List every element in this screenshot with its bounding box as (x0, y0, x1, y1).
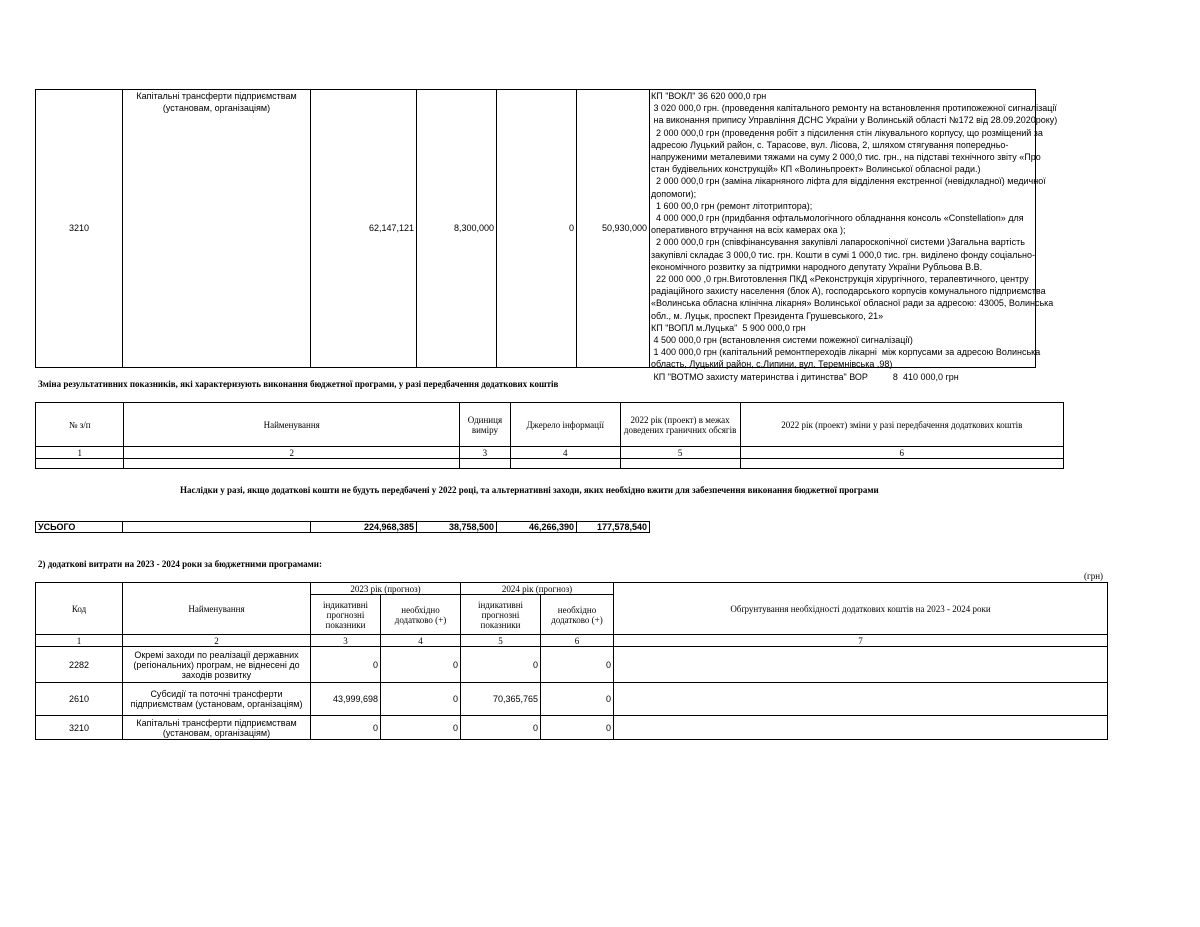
col-number: 1 (36, 635, 123, 647)
row-2023-indicative: 43,999,698 (311, 683, 381, 716)
col-number: 1 (36, 447, 124, 459)
col-header-2022-changes: 2022 рік (проект) зміни у разі передбачення додаткових коштів (740, 403, 1063, 447)
results-section-heading: Зміна результативних показників, які характеризують виконання бюджетної програми, у разі передбачення додаткових коштів (38, 379, 559, 389)
col-header-2022-limits: 2022 рік (проект) в межах доведених граничних обсягів (620, 403, 740, 447)
total-row (36, 522, 650, 533)
row-name: Окремі заходи по реалізації державних (регіональних) програм, не віднесені до заходів розвитку (123, 647, 311, 683)
col-number: 3 (311, 635, 381, 647)
column-numbers-row (36, 447, 1064, 459)
value-col6: 50,930,000 (577, 90, 650, 368)
row-2023-indicative: 0 (311, 716, 381, 740)
col-header-2023: 2023 рік (прогноз) (311, 583, 461, 595)
justification-line: область, Луцький район, с.Липини, вул. Теремнівська ,98) (651, 359, 893, 370)
row-2023-indicative: 0 (311, 647, 381, 683)
col-header-code: Код (36, 583, 123, 635)
justification-line: закупівлі складає 3 000,0 тис. грн. Кошти в сумі 1 000,0 тис. грн. виділено фонду соціально- (651, 249, 1035, 260)
justification-line: оперативного втручання на всіх камерах ока ); (651, 225, 846, 236)
col-header-additional-2023: необхідно додатково (+) (381, 595, 461, 635)
unit-label: (грн) (1084, 571, 1104, 581)
justification-line: напруженими металевими тяжами на суму 2 000,0 тис. грн., на підставі технічного звіту «Про (651, 152, 1041, 163)
row-2024-additional: 0 (541, 716, 614, 740)
total-label: УСЬОГО (36, 522, 123, 533)
justification-line: «Волинська обласна клінічна лікарня» Волинської обласної ради за адресою: 43005, Волинська (651, 298, 1054, 309)
row-code: 2282 (36, 647, 123, 683)
col-header-additional-2024: необхідно додатково (+) (541, 595, 614, 635)
justification-line: допомоги); (651, 188, 697, 199)
justification-line: 2 000 000,0 грн (співфінансування закупівлі лапароскопічної системи )Загальна вартість (651, 237, 1025, 248)
col-header-justification: Обґрунтування необхідності додаткових коштів на 2023 - 2024 роки (614, 583, 1108, 635)
col-number: 6 (541, 635, 614, 647)
row-code: 2610 (36, 683, 123, 716)
table-header-row (36, 583, 1108, 595)
row-justification (614, 683, 1108, 716)
justification-text (651, 90, 1058, 382)
col-header-name: Найменування (124, 403, 460, 447)
col-number: 7 (614, 635, 1108, 647)
col-header-indicative-2023: індикативні прогнозні показники (311, 595, 381, 635)
col-header-2024: 2024 рік (прогноз) (461, 583, 614, 595)
col-number: 6 (740, 447, 1063, 459)
justification-line: 22 000 000 ,0 грн.Виготовлення ПКД «Реконструкція хірургічного, терапевтичного, центру (651, 274, 1029, 285)
row-name: Субсидії та поточні трансферти підприємствам (установам, організаціям) (123, 683, 311, 716)
justification-line: 4 000 000,0 грн (придбання офтальмологічного обладнання консоль «Constellation» для (651, 213, 1024, 224)
row-code: 3210 (36, 716, 123, 740)
total-value: 177,578,540 (577, 522, 650, 533)
justification-line: обл., м. Луцьк, проспект Президента Грушевського, 21» (651, 310, 884, 321)
value-col4: 8,300,000 (417, 90, 497, 368)
col-number: 2 (124, 447, 460, 459)
justification-line: 2 000 000,0 грн (проведення робіт з підсилення стін лікувального корпусу, що розміщений за (651, 127, 1043, 138)
expense-name: Капітальні трансферти підприємствам (установам, організаціям) (123, 90, 311, 368)
row-2024-indicative: 70,365,765 (461, 683, 541, 716)
value-col5: 0 (497, 90, 577, 368)
row-2024-additional: 0 (541, 647, 614, 683)
total-value: 38,758,500 (417, 522, 497, 533)
row-justification (614, 716, 1108, 740)
justification-line: 3 020 000,0 грн. (проведення капітального ремонту на встановлення протипожежної сигналізації (651, 103, 1057, 114)
justification-line: радіаційного захисту населення (блок А), господарського корпусів комунального підприємства (651, 286, 1046, 297)
justification-line: 2 000 000,0 грн (заміна лікарняного ліфта для відділення екстренної (невідкладної) медичної (651, 176, 1046, 187)
col-header-source: Джерело інформації (510, 403, 620, 447)
row-2023-additional: 0 (381, 683, 461, 716)
justification-line: адресою Луцький район, с. Тарасове, вул. Лісова, 2, шляхом стягування попередньо- (651, 139, 1009, 150)
row-justification (614, 647, 1108, 683)
row-name: Капітальні трансферти підприємствам (установам, організаціям) (123, 716, 311, 740)
total-value: 46,266,390 (497, 522, 577, 533)
row-2024-additional: 0 (541, 683, 614, 716)
col-header-name: Найменування (123, 583, 311, 635)
table-row (36, 683, 1108, 716)
consequences-heading: Наслідки у разі, якщо додаткові кошти не будуть передбачені у 2022 році, та альтернативні заходи, яких необхідно вжити для забезпечення виконання бюджетної програми (180, 485, 879, 495)
justification-line: 4 500 000,0 грн (встановлення системи пожежної сигналізації) (651, 335, 913, 346)
justification-line: 1 400 000,0 грн (капітальний ремонтпереходів лікарні між корпусами за адресою Волинська (651, 347, 1041, 358)
justification-line: КП "ВОКЛ" 36 620 000,0 грн (651, 91, 767, 101)
total-value: 224,968,385 (311, 522, 417, 533)
justification-line: на виконання припису Управління ДСНС України у Волинській області №172 від 28.09.2020року) (651, 115, 1058, 126)
col-header-unit: Одиниця виміру (460, 403, 511, 447)
results-indicators-table (35, 402, 1064, 469)
col-number: 3 (460, 447, 511, 459)
section2-heading: 2) додаткові витрати на 2023 - 2024 роки за бюджетними програмами: (38, 559, 322, 569)
additional-expenses-table (35, 582, 1108, 740)
row-2024-indicative: 0 (461, 716, 541, 740)
value-col3: 62,147,121 (311, 90, 417, 368)
row-2023-additional: 0 (381, 716, 461, 740)
table-row (36, 647, 1108, 683)
justification-line: 1 600 00,0 грн (ремонт літотриптора); (651, 200, 813, 211)
justification-line: економічного розвитку за підтримки народного депутату України Рубльова В.В. (651, 261, 983, 272)
col-number: 2 (123, 635, 311, 647)
capital-transfers-table (35, 89, 1058, 382)
total-table (35, 521, 650, 533)
kekv-code: 3210 (36, 90, 123, 368)
col-header-indicative-2024: індикативні прогнозні показники (461, 595, 541, 635)
row-2023-additional: 0 (381, 647, 461, 683)
col-number: 5 (620, 447, 740, 459)
col-number: 5 (461, 635, 541, 647)
row-2024-indicative: 0 (461, 647, 541, 683)
justification-line: КП "ВОПЛ м.Луцька" 5 900 000,0 грн (651, 322, 806, 333)
col-header-number: № з/п (36, 403, 124, 447)
col-number: 4 (510, 447, 620, 459)
justification-line: КП "ВОТМО захисту материнства і дитинства" ВОР 8 410 000,0 грн (651, 371, 959, 382)
justification-line: стан будівельних конструкцій» КП «Волиньпроект» Волинської обласної ради.) (651, 164, 981, 175)
empty-row (36, 459, 1064, 469)
justification-cell (650, 90, 1058, 382)
table-row (36, 90, 1036, 368)
col-number: 4 (381, 635, 461, 647)
table-row (36, 716, 1108, 740)
column-numbers-row (36, 635, 1108, 647)
table-header-row (36, 403, 1064, 447)
